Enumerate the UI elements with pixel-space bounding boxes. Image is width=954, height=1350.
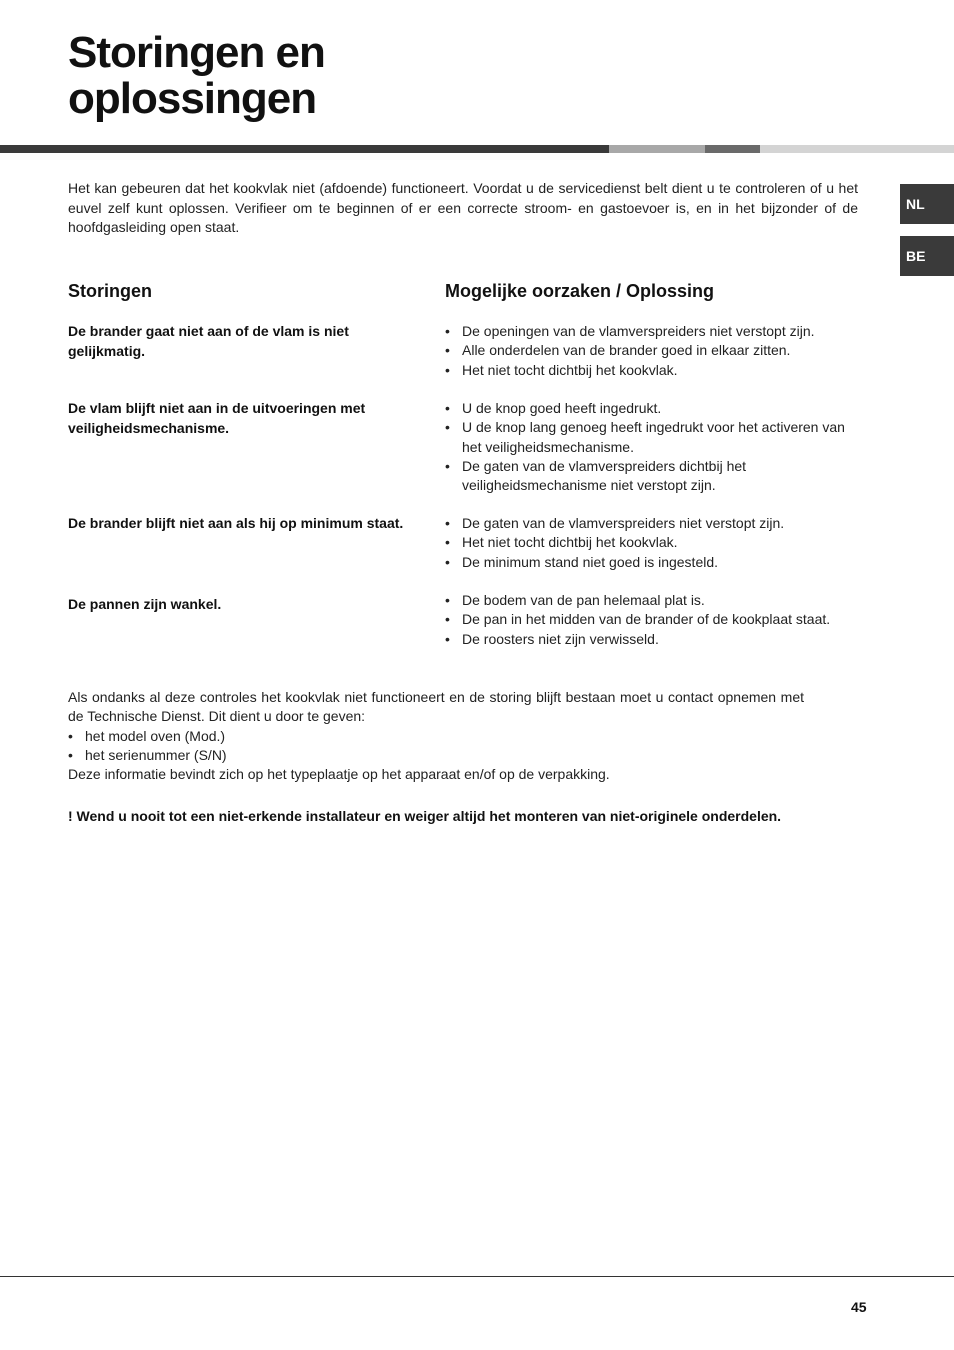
problem-1: De brander gaat niet aan of de vlam is niet gelijkmatig.	[68, 323, 349, 359]
bullet-icon: •	[445, 323, 450, 339]
bullet-icon: •	[445, 630, 450, 647]
bullet-icon: •	[445, 611, 450, 628]
bullet-icon: •	[445, 534, 450, 551]
bullet-icon: •	[445, 553, 450, 570]
cause-text: Alle onderdelen van de brander goed in elkaar zitten.	[462, 342, 791, 359]
page-number: 45	[851, 1299, 867, 1315]
language-tab-be: BE	[900, 236, 954, 276]
bullet-icon: •	[445, 457, 450, 474]
bullet-icon: •	[445, 400, 450, 416]
cause-item	[445, 361, 865, 380]
header-rule-segment-dark	[0, 145, 609, 153]
closing-note: Deze informatie bevindt zich op het typeplaatje op het apparaat en/of op de verpakking.	[68, 766, 610, 783]
cause-text: U de knop goed heeft ingedrukt.	[462, 400, 662, 416]
cause-text: De pan in het midden van de brander of de kookplaat staat.	[462, 611, 831, 628]
page-title-line-2: oplossingen	[68, 74, 317, 123]
cause-text: Het niet tocht dichtbij het kookvlak.	[462, 534, 678, 551]
closing-list	[68, 727, 804, 766]
header-rule-segment-mid	[705, 145, 760, 153]
bullet-icon: •	[68, 727, 73, 744]
page-title-line-1: Storingen en	[68, 28, 325, 77]
bullet-icon: •	[68, 746, 73, 763]
bullet-icon: •	[445, 592, 450, 608]
causes-heading: Mogelijke oorzaken / Oplossing	[445, 281, 715, 301]
cause-text: De gaten van de vlamverspreiders dichtbij het veiligheidsmechanisme niet verstopt zijn.	[462, 457, 747, 494]
closing-item	[68, 727, 804, 746]
problem-4: De pannen zijn wankel.	[68, 596, 222, 612]
problems-heading: Storingen	[68, 281, 152, 301]
cause-item	[445, 322, 865, 341]
cause-text: De openingen van de vlamverspreiders niet verstopt zijn.	[462, 323, 815, 339]
cause-text: U de knop lang genoeg heeft ingedrukt voor het activeren van het veiligheidsmechanisme.	[462, 419, 845, 455]
page-title	[68, 30, 325, 122]
cause-text: De bodem van de pan helemaal plat is.	[462, 592, 705, 608]
causes-list-1	[445, 322, 865, 380]
cause-item	[445, 418, 865, 457]
cause-item	[445, 553, 865, 572]
closing-item	[68, 746, 804, 765]
problem-3: De brander blijft niet aan als hij op minimum staat.	[68, 515, 404, 531]
cause-text: De roosters niet zijn verwisseld.	[462, 630, 659, 647]
header-rule-segment-light	[609, 145, 705, 153]
cause-text: De gaten van de vlamverspreiders niet verstopt zijn.	[462, 515, 785, 531]
cause-item	[445, 341, 865, 360]
header-rule-segment-pale	[760, 145, 954, 153]
causes-list-2	[445, 399, 865, 495]
cause-item	[445, 457, 865, 496]
cause-text: Het niet tocht dichtbij het kookvlak.	[462, 361, 678, 378]
cause-item	[445, 533, 865, 552]
closing-item-text: het model oven (Mod.)	[85, 727, 226, 744]
causes-list-3	[445, 514, 865, 572]
closing-item-text: het serienummer (S/N)	[85, 746, 227, 763]
closing-section	[68, 688, 804, 784]
cause-text: De minimum stand niet goed is ingesteld.	[462, 553, 719, 570]
bullet-icon: •	[445, 361, 450, 378]
bullet-icon: •	[445, 515, 450, 531]
causes-list-4	[445, 591, 865, 649]
cause-item	[445, 630, 865, 649]
problem-2: De vlam blijft niet aan in de uitvoeringen met veiligheidsmechanisme.	[68, 400, 366, 436]
cause-item	[445, 591, 865, 610]
bullet-icon: •	[445, 342, 450, 359]
footer-rule	[0, 1276, 954, 1277]
bullet-icon: •	[445, 419, 450, 436]
cause-item	[445, 399, 865, 418]
closing-text: Als ondanks al deze controles het kookvlak niet functioneert en de storing blijft bestaan moet u contact opnemen met de Technische Dienst. Dit dient u door te geven:	[68, 689, 804, 725]
cause-item	[445, 514, 865, 533]
language-tab-nl: NL	[900, 184, 954, 224]
cause-item	[445, 610, 865, 629]
intro-paragraph: Het kan gebeuren dat het kookvlak niet (afdoende) functioneert. Voordat u de servicedienst belt dient u te controleren of u het euvel zelf kunt oplossen. Verifieer om te beginnen of er een correcte stroom- en gastoevoer is, en in het bijzonder of de hoofdgasleiding open staat.	[68, 180, 858, 235]
warning-notice: ! Wend u nooit tot een niet-erkende installateur en weiger altijd het monteren van niet-originele onderdelen.	[68, 808, 782, 824]
